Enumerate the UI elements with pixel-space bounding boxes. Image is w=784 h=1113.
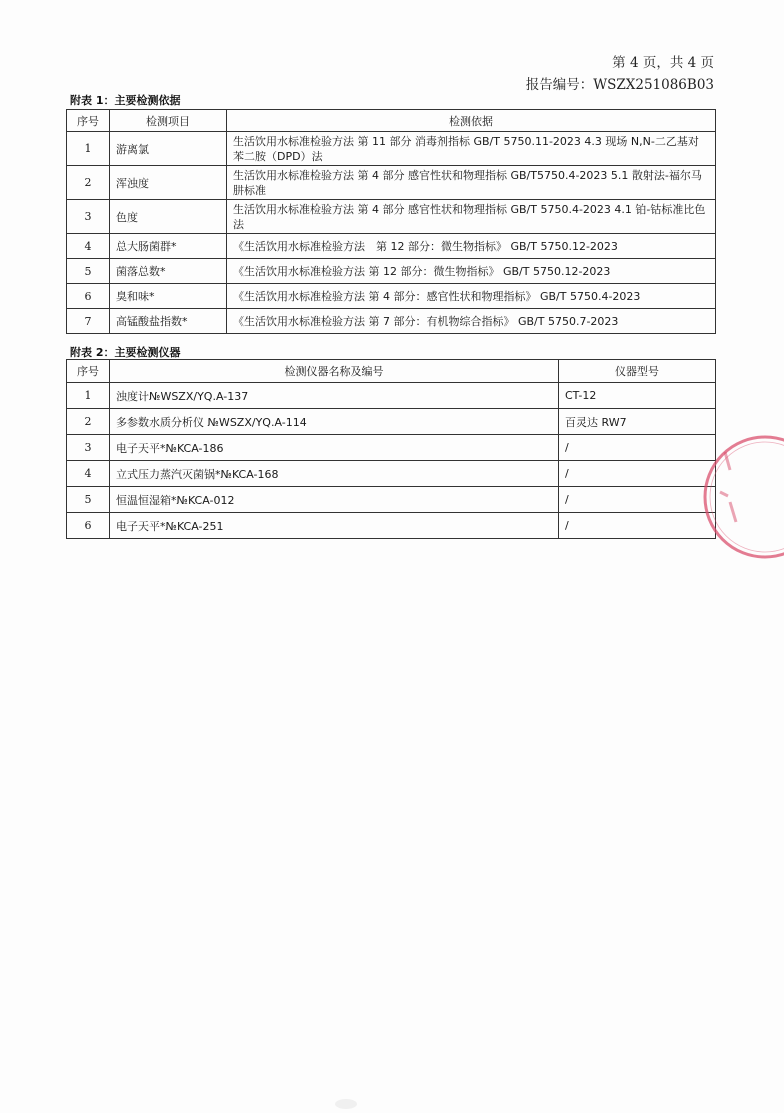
table-row: [67, 383, 716, 409]
row-instrument: 浊度计№WSZX/YQ.A-137: [110, 383, 559, 409]
table-row: [67, 259, 716, 284]
row-no: 6: [67, 513, 110, 539]
row-model: /: [559, 513, 716, 539]
row-no: 1: [67, 383, 110, 409]
table-row: [67, 200, 716, 234]
row-no: 4: [67, 461, 110, 487]
table2-header-model: 仪器型号: [559, 360, 716, 383]
table1-header-item: 检测项目: [110, 110, 227, 132]
row-instrument: 多参数水质分析仪 №WSZX/YQ.A-114: [110, 409, 559, 435]
row-no: 5: [67, 487, 110, 513]
row-basis: 生活饮用水标准检验方法 第 11 部分 消毒剂指标 GB/T 5750.11-2023 4.3 现场 N,N-二乙基对苯二胺（DPD）法: [227, 132, 716, 166]
row-model: /: [559, 461, 716, 487]
table-row: [67, 234, 716, 259]
row-instrument: 立式压力蒸汽灭菌锅*№KCA-168: [110, 461, 559, 487]
row-no: 2: [67, 409, 110, 435]
scan-smudge: [335, 1099, 357, 1109]
row-model: /: [559, 487, 716, 513]
row-item: 臭和味*: [110, 284, 227, 309]
row-no: 7: [67, 309, 110, 334]
table1-header-no: 序号: [67, 110, 110, 132]
test-basis-table: [66, 109, 716, 334]
row-model: /: [559, 435, 716, 461]
page-number: 第 4 页，共 4 页: [612, 55, 714, 71]
table-row: [67, 309, 716, 334]
table1-header-basis: 检测依据: [227, 110, 716, 132]
row-no: 5: [67, 259, 110, 284]
row-basis: 《生活饮用水标准检验方法 第 7 部分：有机物综合指标》 GB/T 5750.7-2023: [227, 309, 716, 334]
instrument-table: [66, 359, 716, 539]
row-no: 1: [67, 132, 110, 166]
row-basis: 《生活饮用水标准检验方法 第 12 部分：微生物指标》 GB/T 5750.12-2023: [227, 234, 716, 259]
row-basis: 生活饮用水标准检验方法 第 4 部分 感官性状和物理指标 GB/T5750.4-2023 5.1 散射法-福尔马肼标准: [227, 166, 716, 200]
row-instrument: 电子天平*№KCA-186: [110, 435, 559, 461]
row-item: 游离氯: [110, 132, 227, 166]
row-item: 高锰酸盐指数*: [110, 309, 227, 334]
row-model: CT-12: [559, 383, 716, 409]
row-no: 3: [67, 435, 110, 461]
row-basis: 《生活饮用水标准检验方法 第 12 部分：微生物指标》 GB/T 5750.12-2023: [227, 259, 716, 284]
row-no: 3: [67, 200, 110, 234]
report-number: 报告编号：WSZX251086B03: [525, 77, 714, 93]
row-basis: 生活饮用水标准检验方法 第 4 部分 感官性状和物理指标 GB/T 5750.4-2023 4.1 铂-钴标准比色法: [227, 200, 716, 234]
row-item: 总大肠菌群*: [110, 234, 227, 259]
table-row: [67, 166, 716, 200]
row-instrument: 恒温恒湿箱*№KCA-012: [110, 487, 559, 513]
row-model: 百灵达 RW7: [559, 409, 716, 435]
row-item: 色度: [110, 200, 227, 234]
table-row: [67, 461, 716, 487]
row-item: 菌落总数*: [110, 259, 227, 284]
row-no: 6: [67, 284, 110, 309]
table-row: [67, 513, 716, 539]
table-row: [67, 132, 716, 166]
table2-title: 附表 2：主要检测仪器: [70, 346, 181, 359]
table-row: [67, 435, 716, 461]
row-basis: 《生活饮用水标准检验方法 第 4 部分：感官性状和物理指标》 GB/T 5750.4-2023: [227, 284, 716, 309]
table2-header-name: 检测仪器名称及编号: [110, 360, 559, 383]
table-row: [67, 487, 716, 513]
table-row: [67, 409, 716, 435]
row-item: 浑浊度: [110, 166, 227, 200]
table2-header-no: 序号: [67, 360, 110, 383]
page-header: [526, 52, 714, 96]
row-no: 4: [67, 234, 110, 259]
table-row: [67, 284, 716, 309]
row-no: 2: [67, 166, 110, 200]
table1-title: 附表 1：主要检测依据: [70, 94, 181, 107]
row-instrument: 电子天平*№KCA-251: [110, 513, 559, 539]
